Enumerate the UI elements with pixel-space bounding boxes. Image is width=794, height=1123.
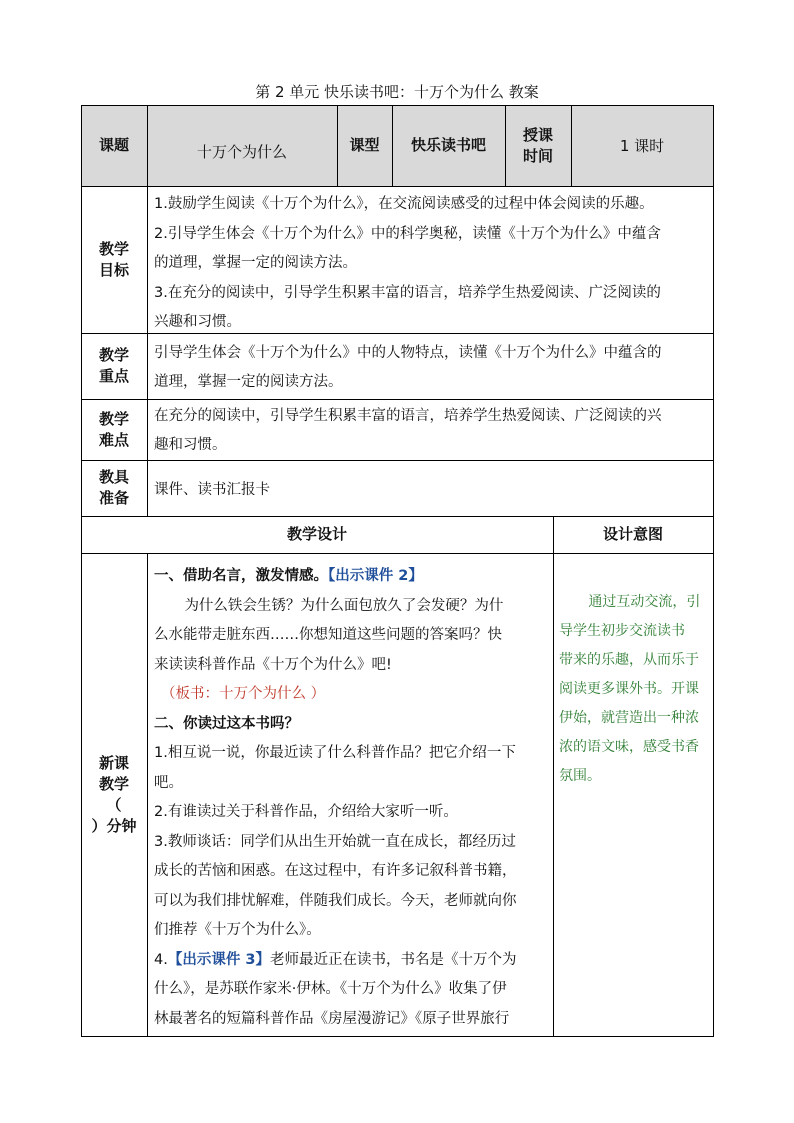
key-points-label-line-1: 教学 [98,346,129,364]
item-1-line: 1.相互说一说，你最近读了什么科普作品？把它介绍一下 [154,745,516,761]
difficulties-label-line-2: 难点 [98,430,129,449]
new-lesson-content [147,562,553,1036]
course-topic-value: 十万个为什么 [196,143,287,161]
intent-line: 浓的语文味，感受书香 [559,739,699,755]
difficulties-label [81,399,147,460]
difficulties-line: 趣和习惯。 [154,437,227,453]
courseware-tag-2: 【出示课件 2】 [328,568,423,584]
goals-content [147,190,713,333]
intent-header: 设计意图 [602,525,663,543]
goals-label [81,186,147,333]
key-points-line: 道理，掌握一定的阅读方法。 [154,374,343,390]
key-points-line: 引导学生体会《十万个为什么》中的人物特点，读懂《十万个为什么》中蕴含的 [154,345,662,361]
item-4-first-line [154,946,551,976]
duration-label [505,105,571,186]
item-3-line: 们推荐《十万个为什么》。 [154,922,321,938]
goals-label-line-1: 教学 [98,239,129,258]
key-points-label-line-2: 重点 [98,367,129,385]
materials-content: 课件、读书汇报卡 [154,481,270,498]
goals-line: 3.在充分的阅读中，引导学生积累丰富的语言，培养学生热爱阅读、广泛阅读的 [154,284,661,301]
goals-line: 2.引导学生体会《十万个为什么》中的科学奥秘，读懂《十万个为什么》中蕴含 [154,225,661,242]
section-1-title: 一、借助名言，激发情感。 [154,568,328,584]
section-1-heading [154,562,551,592]
intent-line: 伊始，就营造出一种浓 [559,710,699,726]
duration-label-line-2: 时间 [522,146,553,165]
lesson-type-value: 快乐读书吧 [410,136,486,154]
key-points-label [81,333,147,399]
materials-label-line-2: 准备 [98,489,129,507]
goals-line: 1.鼓励学生阅读《十万个为什么》，在交流阅读感受的过程中体会阅读的乐趣。 [154,196,654,212]
new-lesson-label-line: （ [106,795,122,814]
courseware-tag-3: 【出示课件 3】 [167,951,270,968]
item-3-line: 3.教师谈话：同学们从出生开始就一直在成长，都经历过 [154,833,516,850]
paragraph-line: 来读读科普作品《十万个为什么》吧! [154,656,392,673]
duration-value: 1 课时 [619,137,665,155]
item-2: 2.有谁读过关于科普作品，介绍给大家听一听。 [154,804,458,820]
duration-label-line-1: 授课 [522,125,553,144]
materials-label [81,460,147,516]
new-lesson-label-line: 教学 [98,774,129,793]
item-4-prefix: 4. [154,951,168,968]
difficulties-label-line-1: 教学 [98,409,129,428]
item-4-line: 林最著名的短篇科普作品《房屋漫游记》《原子世界旅行 [154,1010,510,1027]
difficulties-line: 在充分的阅读中，引导学生积累丰富的语言，培养学生热爱阅读、广泛阅读的兴 [154,408,662,424]
item-3-line: 成长的苦恼和困惑。在这过程中，有许多记叙科普书籍， [154,863,517,879]
intent-line: 带来的乐趣，从而乐于 [559,652,699,668]
intent-line: 阅读更多课外书。开课 [559,681,699,697]
key-points-content [147,339,713,399]
item-1-line: 吧。 [154,774,183,791]
item-3-line: 可以为我们排忧解难，伴随我们成长。今天，老师就向你 [154,892,517,909]
materials-label-line-1: 教具 [98,468,129,486]
intent-line: 氛围。 [559,768,601,784]
course-topic-label: 课题 [98,136,129,154]
new-lesson-label [81,553,147,1036]
goals-line: 兴趣和习惯。 [154,314,241,330]
goals-label-line-2: 目标 [98,260,129,279]
item-4-first-text: 老师最近正在读书，书名是《十万个为 [269,951,517,968]
new-lesson-label-line: ）分钟 [91,816,137,835]
design-header: 教学设计 [286,525,347,543]
intent-line: 通过互动交流，引 [588,594,701,610]
paragraph-line: 么水能带走脏东西……你想知道这些问题的答案吗？快 [154,627,502,643]
intent-line: 导学生初步交流读书 [559,623,685,639]
board-note: （板书：十万个为什么 ） [161,686,326,702]
document-title: 第 2 单元 快乐读书吧：十万个为什么 教案 [255,83,539,101]
lesson-type-label: 课型 [349,136,380,154]
paragraph-line: 为什么铁会生锈？为什么面包放久了会发硬？为什 [184,597,504,614]
difficulties-content [147,402,713,460]
goals-line: 的道理，掌握一定的阅读方法。 [154,255,357,271]
new-lesson-label-line: 新课 [98,753,129,772]
item-4-line: 什么》，是苏联作家米·伊林。《十万个为什么》收集了伊 [154,981,507,997]
design-intent-content [557,588,713,1008]
section-2-title: 二、你读过这本书吗？ [154,715,299,732]
